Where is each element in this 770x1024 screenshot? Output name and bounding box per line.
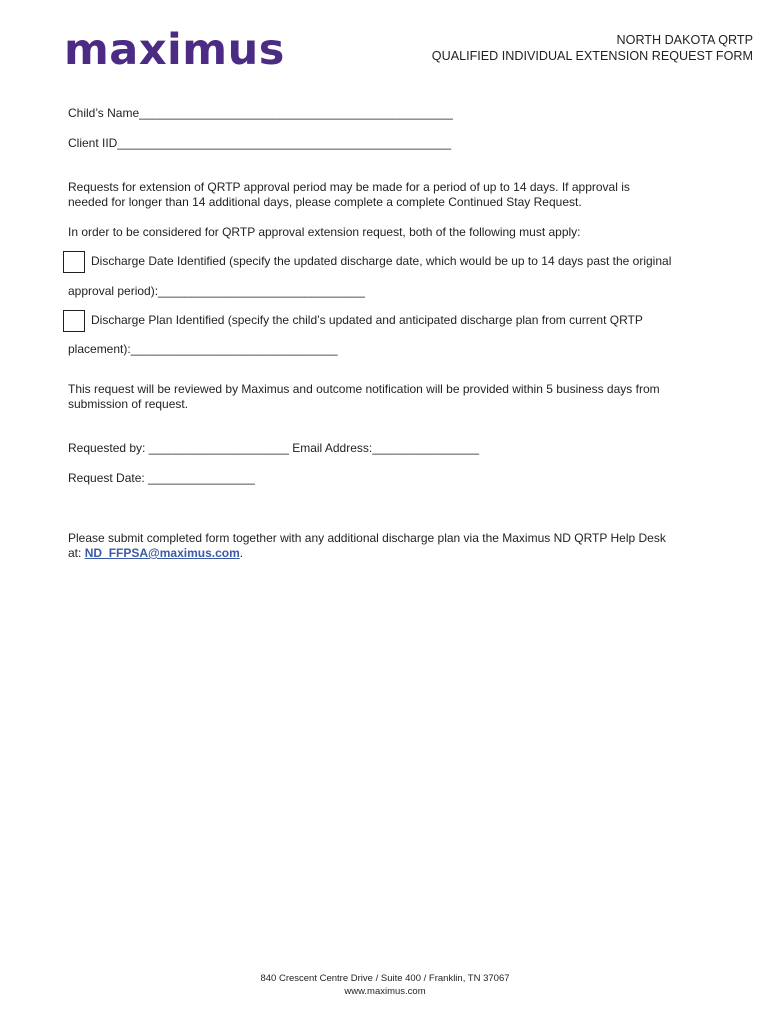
client-iid-field[interactable]: Client IID__________________________________________________ — [68, 136, 452, 150]
footer-address: 840 Crescent Centre Drive / Suite 400 / Franklin, TN 37067 — [260, 973, 510, 984]
intro-line-1: Requests for extension of QRTP approval period may be made for a period of up to 14 days. If approval is — [68, 180, 630, 194]
submit-suffix: . — [239, 546, 244, 560]
maximus-logo: maximus — [64, 25, 285, 75]
review-line-1: This request will be reviewed by Maximus and outcome notification will be provided within 5 business days from — [68, 382, 660, 396]
review-paragraph — [68, 382, 708, 412]
form-title-state: NORTH DAKOTA QRTP — [616, 33, 753, 47]
discharge-plan-checkbox[interactable] — [63, 310, 85, 332]
help-desk-email-link[interactable]: ND_FFPSA@maximus.com — [84, 546, 240, 560]
form-title-block — [432, 32, 753, 64]
discharge-plan-label: Discharge Plan Identified (specify the child’s updated and anticipated discharge plan from current QRTP — [91, 313, 643, 327]
footer-website: www.maximus.com — [344, 986, 426, 997]
intro-line-2: needed for longer than 14 additional days, please complete a complete Continued Stay Request. — [68, 195, 582, 209]
submit-line-1: Please submit completed form together with any additional discharge plan via the Maximus ND QRTP Help Desk — [68, 531, 666, 545]
approval-period-field[interactable]: approval period):_______________________________ — [68, 284, 365, 298]
criteria-intro: In order to be considered for QRTP approval extension request, both of the following must apply: — [68, 225, 581, 239]
submit-prefix: at: — [68, 546, 85, 560]
intro-paragraph — [68, 180, 708, 210]
discharge-date-checkbox[interactable] — [63, 251, 85, 273]
submit-paragraph — [68, 531, 708, 561]
page-footer — [0, 972, 770, 998]
childs-name-field[interactable]: Child’s Name_______________________________________________ — [68, 106, 453, 120]
requested-by-field[interactable]: Requested by: _____________________ Email Address:________________ — [68, 441, 480, 455]
submit-line-2 — [68, 546, 708, 561]
form-title-name: QUALIFIED INDIVIDUAL EXTENSION REQUEST FORM — [431, 49, 753, 63]
review-line-2: submission of request. — [68, 397, 189, 411]
request-date-field[interactable]: Request Date: ________________ — [68, 471, 255, 485]
placement-field[interactable]: placement):_______________________________ — [68, 342, 338, 356]
discharge-date-label: Discharge Date Identified (specify the updated discharge date, which would be up to 14 days past the original — [91, 254, 672, 268]
